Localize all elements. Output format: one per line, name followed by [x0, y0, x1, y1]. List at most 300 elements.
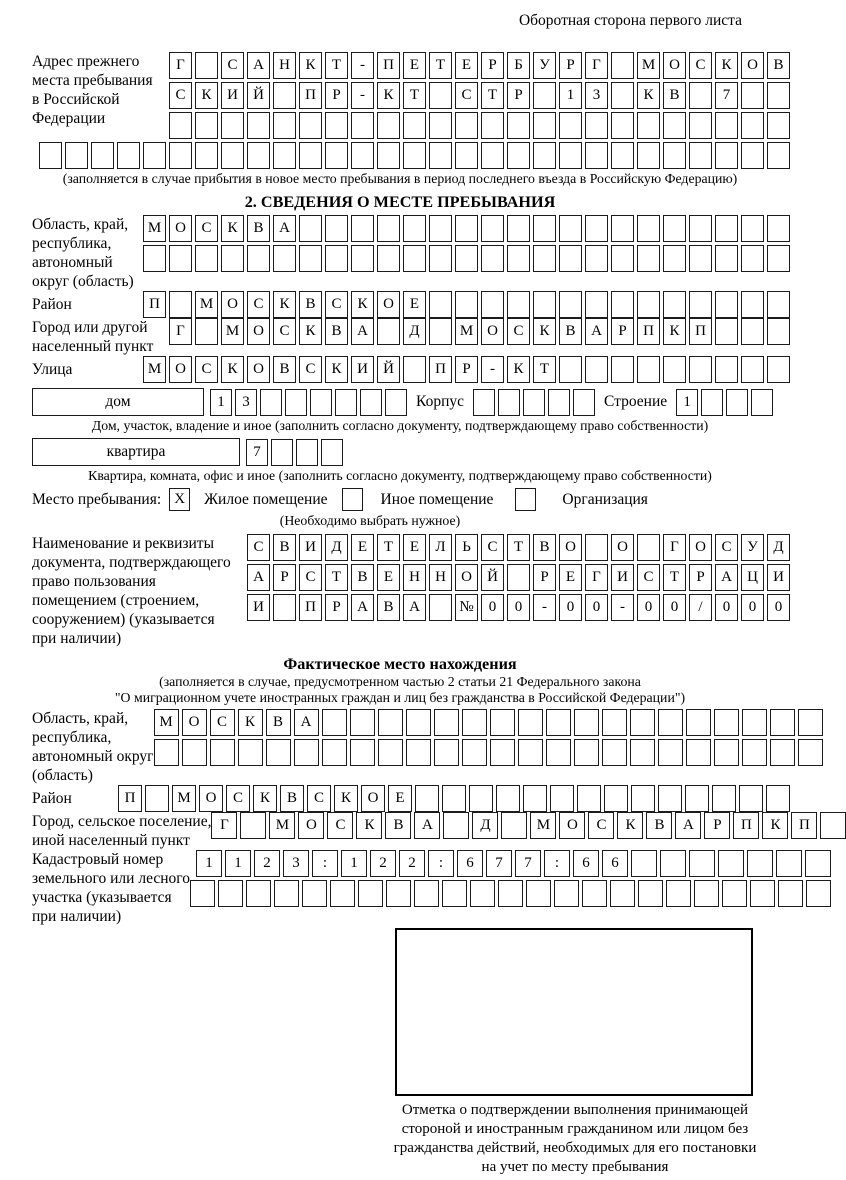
char-box[interactable]: М [221, 318, 244, 345]
char-box[interactable] [169, 291, 192, 318]
char-box[interactable] [143, 245, 166, 272]
char-box[interactable] [273, 82, 296, 109]
char-box[interactable] [429, 82, 452, 109]
char-box[interactable]: Т [429, 52, 452, 79]
char-box[interactable]: А [273, 215, 296, 242]
char-box[interactable] [434, 709, 459, 736]
char-box[interactable] [776, 850, 802, 877]
char-box[interactable]: П [791, 812, 817, 839]
char-box[interactable] [742, 709, 767, 736]
char-box[interactable]: 7 [246, 439, 268, 466]
char-box[interactable]: В [280, 785, 304, 812]
char-box[interactable]: И [351, 356, 374, 383]
char-box[interactable]: О [689, 534, 712, 561]
char-box[interactable] [767, 318, 790, 345]
char-box[interactable] [117, 142, 140, 169]
char-box[interactable]: С [325, 291, 348, 318]
char-box[interactable] [689, 850, 715, 877]
char-box[interactable] [741, 82, 764, 109]
char-box[interactable] [195, 245, 218, 272]
char-box[interactable]: У [533, 52, 556, 79]
char-box[interactable]: В [247, 215, 270, 242]
char-box[interactable]: Г [169, 52, 192, 79]
char-box[interactable]: В [325, 318, 348, 345]
char-box[interactable]: К [195, 82, 218, 109]
char-box[interactable] [429, 318, 452, 345]
char-box[interactable] [523, 389, 545, 416]
char-box[interactable] [715, 245, 738, 272]
char-box[interactable] [604, 785, 628, 812]
char-box[interactable]: А [715, 564, 738, 591]
char-box[interactable] [455, 291, 478, 318]
char-box[interactable]: Г [585, 52, 608, 79]
char-box[interactable] [637, 142, 660, 169]
char-box[interactable] [559, 112, 582, 139]
char-box[interactable] [798, 739, 823, 766]
char-box[interactable] [429, 594, 452, 621]
char-box[interactable]: 0 [559, 594, 582, 621]
char-box[interactable] [299, 142, 322, 169]
char-box[interactable]: О [199, 785, 223, 812]
char-box[interactable] [294, 739, 319, 766]
char-box[interactable]: - [351, 82, 374, 109]
char-box[interactable] [169, 245, 192, 272]
char-box[interactable] [145, 785, 169, 812]
checkbox-inoe[interactable] [342, 488, 363, 511]
char-box[interactable] [806, 880, 831, 907]
char-box[interactable] [611, 215, 634, 242]
char-box[interactable] [442, 785, 466, 812]
checkbox-organizatsiya[interactable] [515, 488, 536, 511]
char-box[interactable] [533, 142, 556, 169]
char-box[interactable] [585, 112, 608, 139]
char-box[interactable] [247, 142, 270, 169]
char-box[interactable]: 0 [507, 594, 530, 621]
char-box[interactable] [507, 291, 530, 318]
char-box[interactable] [533, 82, 556, 109]
char-box[interactable] [666, 880, 691, 907]
char-box[interactable] [715, 215, 738, 242]
char-box[interactable] [378, 739, 403, 766]
char-box[interactable]: В [663, 82, 686, 109]
char-box[interactable]: С [455, 82, 478, 109]
char-box[interactable] [442, 880, 467, 907]
char-box[interactable] [360, 389, 382, 416]
char-box[interactable] [462, 739, 487, 766]
char-box[interactable] [741, 356, 764, 383]
char-box[interactable] [747, 850, 773, 877]
char-box[interactable]: П [429, 356, 452, 383]
char-box[interactable] [406, 709, 431, 736]
char-box[interactable] [611, 291, 634, 318]
char-box[interactable]: Е [403, 52, 426, 79]
char-box[interactable]: П [637, 318, 660, 345]
char-box[interactable]: Д [403, 318, 426, 345]
char-box[interactable] [247, 245, 270, 272]
char-box[interactable]: М [154, 709, 179, 736]
char-box[interactable] [195, 318, 218, 345]
char-box[interactable]: Е [388, 785, 412, 812]
char-box[interactable]: В [273, 356, 296, 383]
char-box[interactable]: К [238, 709, 263, 736]
char-box[interactable] [689, 356, 712, 383]
char-box[interactable] [386, 880, 411, 907]
char-box[interactable] [548, 389, 570, 416]
char-box[interactable] [358, 880, 383, 907]
char-box[interactable]: К [663, 318, 686, 345]
char-box[interactable] [518, 739, 543, 766]
char-box[interactable]: К [273, 291, 296, 318]
char-box[interactable]: Т [403, 82, 426, 109]
char-box[interactable] [701, 389, 723, 416]
char-box[interactable]: С [195, 356, 218, 383]
char-box[interactable] [686, 739, 711, 766]
char-box[interactable]: № [455, 594, 478, 621]
char-box[interactable] [559, 245, 582, 272]
char-box[interactable]: О [169, 356, 192, 383]
char-box[interactable]: Р [704, 812, 730, 839]
char-box[interactable]: 6 [457, 850, 483, 877]
char-box[interactable] [429, 142, 452, 169]
char-box[interactable]: О [361, 785, 385, 812]
char-box[interactable] [741, 112, 764, 139]
char-box[interactable]: Р [689, 564, 712, 591]
char-box[interactable] [507, 245, 530, 272]
char-box[interactable] [726, 389, 748, 416]
char-box[interactable]: Р [533, 564, 556, 591]
char-box[interactable] [351, 215, 374, 242]
char-box[interactable]: : [544, 850, 570, 877]
char-box[interactable] [470, 880, 495, 907]
char-box[interactable]: Т [481, 82, 504, 109]
char-box[interactable] [473, 389, 495, 416]
char-box[interactable]: О [559, 534, 582, 561]
char-box[interactable] [770, 739, 795, 766]
char-box[interactable]: Т [325, 52, 348, 79]
char-box[interactable] [767, 82, 790, 109]
char-box[interactable] [637, 291, 660, 318]
char-box[interactable] [195, 142, 218, 169]
char-box[interactable] [658, 739, 683, 766]
char-box[interactable] [406, 739, 431, 766]
char-box[interactable]: О [741, 52, 764, 79]
char-box[interactable] [663, 356, 686, 383]
char-box[interactable] [321, 439, 343, 466]
char-box[interactable] [718, 850, 744, 877]
char-box[interactable] [455, 142, 478, 169]
char-box[interactable]: А [675, 812, 701, 839]
char-box[interactable] [310, 389, 332, 416]
char-box[interactable]: О [169, 215, 192, 242]
char-box[interactable]: Е [377, 564, 400, 591]
char-box[interactable]: 3 [283, 850, 309, 877]
char-box[interactable] [221, 142, 244, 169]
char-box[interactable]: Т [377, 534, 400, 561]
char-box[interactable] [266, 739, 291, 766]
char-box[interactable] [322, 709, 347, 736]
char-box[interactable] [39, 142, 62, 169]
char-box[interactable] [273, 142, 296, 169]
char-box[interactable] [663, 142, 686, 169]
char-box[interactable] [685, 785, 709, 812]
char-box[interactable]: К [299, 52, 322, 79]
char-box[interactable]: К [221, 356, 244, 383]
char-box[interactable]: В [299, 291, 322, 318]
char-box[interactable]: Т [663, 564, 686, 591]
char-box[interactable] [611, 82, 634, 109]
char-box[interactable]: С [226, 785, 250, 812]
char-box[interactable] [403, 142, 426, 169]
char-box[interactable] [767, 112, 790, 139]
char-box[interactable]: 0 [637, 594, 660, 621]
char-box[interactable] [403, 112, 426, 139]
char-box[interactable] [523, 785, 547, 812]
char-box[interactable] [741, 245, 764, 272]
char-box[interactable]: С [247, 291, 270, 318]
char-box[interactable]: 3 [235, 389, 257, 416]
char-box[interactable] [377, 215, 400, 242]
char-box[interactable]: 0 [741, 594, 764, 621]
char-box[interactable] [91, 142, 114, 169]
char-box[interactable] [429, 291, 452, 318]
char-box[interactable] [351, 142, 374, 169]
char-box[interactable]: 0 [715, 594, 738, 621]
char-box[interactable] [490, 709, 515, 736]
char-box[interactable] [221, 245, 244, 272]
char-box[interactable]: Д [325, 534, 348, 561]
char-box[interactable]: К [762, 812, 788, 839]
char-box[interactable] [455, 245, 478, 272]
char-box[interactable]: 7 [715, 82, 738, 109]
char-box[interactable] [378, 709, 403, 736]
char-box[interactable] [602, 739, 627, 766]
char-box[interactable] [559, 291, 582, 318]
char-box[interactable] [559, 215, 582, 242]
char-box[interactable] [574, 739, 599, 766]
char-box[interactable] [247, 112, 270, 139]
char-box[interactable]: Ц [741, 564, 764, 591]
char-box[interactable] [481, 112, 504, 139]
char-box[interactable]: О [221, 291, 244, 318]
char-box[interactable] [335, 389, 357, 416]
char-box[interactable]: Р [481, 52, 504, 79]
char-box[interactable]: П [118, 785, 142, 812]
char-box[interactable] [351, 112, 374, 139]
char-box[interactable] [330, 880, 355, 907]
char-box[interactable] [611, 112, 634, 139]
char-box[interactable]: Е [403, 534, 426, 561]
char-box[interactable] [325, 112, 348, 139]
char-box[interactable] [302, 880, 327, 907]
char-box[interactable] [689, 142, 712, 169]
char-box[interactable]: О [481, 318, 504, 345]
char-box[interactable] [246, 880, 271, 907]
char-box[interactable]: К [221, 215, 244, 242]
char-box[interactable] [429, 215, 452, 242]
char-box[interactable]: 1 [196, 850, 222, 877]
char-box[interactable]: Д [767, 534, 790, 561]
char-box[interactable]: К [351, 291, 374, 318]
char-box[interactable]: В [533, 534, 556, 561]
char-box[interactable]: П [143, 291, 166, 318]
char-box[interactable] [554, 880, 579, 907]
char-box[interactable]: Е [351, 534, 374, 561]
char-box[interactable]: М [172, 785, 196, 812]
char-box[interactable]: П [733, 812, 759, 839]
char-box[interactable] [712, 785, 736, 812]
char-box[interactable] [798, 709, 823, 736]
char-box[interactable]: 0 [767, 594, 790, 621]
char-box[interactable]: 1 [559, 82, 582, 109]
char-box[interactable]: О [455, 564, 478, 591]
char-box[interactable] [533, 245, 556, 272]
char-box[interactable]: К [507, 356, 530, 383]
char-box[interactable]: С [169, 82, 192, 109]
char-box[interactable]: М [269, 812, 295, 839]
char-box[interactable]: С [327, 812, 353, 839]
char-box[interactable] [169, 142, 192, 169]
char-box[interactable] [351, 245, 374, 272]
char-box[interactable]: О [298, 812, 324, 839]
char-box[interactable]: 6 [573, 850, 599, 877]
char-box[interactable]: 7 [486, 850, 512, 877]
char-box[interactable]: М [455, 318, 478, 345]
char-box[interactable] [238, 739, 263, 766]
char-box[interactable]: В [377, 594, 400, 621]
char-box[interactable] [273, 594, 296, 621]
char-box[interactable]: 1 [225, 850, 251, 877]
char-box[interactable] [518, 709, 543, 736]
char-box[interactable] [299, 215, 322, 242]
char-box[interactable]: Р [325, 594, 348, 621]
char-box[interactable]: С [210, 709, 235, 736]
char-box[interactable] [663, 245, 686, 272]
char-box[interactable]: Т [507, 534, 530, 561]
char-box[interactable] [660, 850, 686, 877]
char-box[interactable]: В [646, 812, 672, 839]
char-box[interactable]: В [559, 318, 582, 345]
char-box[interactable]: М [143, 215, 166, 242]
char-box[interactable] [767, 291, 790, 318]
char-box[interactable] [663, 215, 686, 242]
char-box[interactable]: Н [403, 564, 426, 591]
char-box[interactable]: К [715, 52, 738, 79]
char-box[interactable] [377, 318, 400, 345]
char-box[interactable]: В [351, 564, 374, 591]
char-box[interactable] [533, 112, 556, 139]
char-box[interactable] [481, 291, 504, 318]
char-box[interactable]: В [385, 812, 411, 839]
char-box[interactable] [630, 739, 655, 766]
char-box[interactable]: С [247, 534, 270, 561]
char-box[interactable] [210, 739, 235, 766]
char-box[interactable] [455, 112, 478, 139]
char-box[interactable] [611, 142, 634, 169]
char-box[interactable] [767, 142, 790, 169]
char-box[interactable]: 1 [676, 389, 698, 416]
char-box[interactable]: Р [325, 82, 348, 109]
char-box[interactable]: С [299, 356, 322, 383]
char-box[interactable]: Г [663, 534, 686, 561]
char-box[interactable]: П [299, 594, 322, 621]
char-box[interactable]: У [741, 534, 764, 561]
char-box[interactable]: А [414, 812, 440, 839]
char-box[interactable]: К [617, 812, 643, 839]
char-box[interactable]: О [559, 812, 585, 839]
char-box[interactable]: С [273, 318, 296, 345]
char-box[interactable] [573, 389, 595, 416]
char-box[interactable] [490, 739, 515, 766]
char-box[interactable] [767, 245, 790, 272]
char-box[interactable]: Д [472, 812, 498, 839]
char-box[interactable]: 1 [341, 850, 367, 877]
char-box[interactable] [507, 215, 530, 242]
char-box[interactable]: К [325, 356, 348, 383]
char-box[interactable] [722, 880, 747, 907]
checkbox-zhiloe[interactable]: X [169, 488, 190, 511]
char-box[interactable]: К [533, 318, 556, 345]
char-box[interactable] [585, 291, 608, 318]
char-box[interactable] [637, 356, 660, 383]
char-box[interactable] [637, 534, 660, 561]
char-box[interactable] [190, 880, 215, 907]
char-box[interactable] [240, 812, 266, 839]
char-box[interactable] [630, 709, 655, 736]
char-box[interactable]: 0 [585, 594, 608, 621]
char-box[interactable] [820, 812, 846, 839]
char-box[interactable] [663, 291, 686, 318]
char-box[interactable] [714, 709, 739, 736]
char-box[interactable]: К [637, 82, 660, 109]
char-box[interactable]: С [299, 564, 322, 591]
char-box[interactable]: 7 [515, 850, 541, 877]
char-box[interactable]: С [481, 534, 504, 561]
char-box[interactable]: М [637, 52, 660, 79]
char-box[interactable]: Т [533, 356, 556, 383]
char-box[interactable] [585, 142, 608, 169]
char-box[interactable] [273, 245, 296, 272]
char-box[interactable]: Г [211, 812, 237, 839]
char-box[interactable]: А [247, 52, 270, 79]
char-box[interactable]: 6 [602, 850, 628, 877]
char-box[interactable]: П [689, 318, 712, 345]
char-box[interactable]: С [715, 534, 738, 561]
char-box[interactable] [195, 52, 218, 79]
char-box[interactable] [689, 112, 712, 139]
char-box[interactable] [299, 245, 322, 272]
char-box[interactable] [325, 142, 348, 169]
char-box[interactable]: С [689, 52, 712, 79]
char-box[interactable] [546, 739, 571, 766]
char-box[interactable]: Й [481, 564, 504, 591]
char-box[interactable]: Р [559, 52, 582, 79]
char-box[interactable] [741, 142, 764, 169]
char-box[interactable]: М [143, 356, 166, 383]
char-box[interactable] [481, 142, 504, 169]
char-box[interactable]: 1 [210, 389, 232, 416]
char-box[interactable]: - [533, 594, 556, 621]
char-box[interactable]: / [689, 594, 712, 621]
char-box[interactable] [481, 215, 504, 242]
char-box[interactable] [715, 112, 738, 139]
char-box[interactable] [805, 850, 831, 877]
char-box[interactable] [195, 112, 218, 139]
char-box[interactable] [429, 245, 452, 272]
char-box[interactable] [350, 739, 375, 766]
char-box[interactable] [658, 785, 682, 812]
char-box[interactable] [637, 215, 660, 242]
char-box[interactable] [325, 245, 348, 272]
